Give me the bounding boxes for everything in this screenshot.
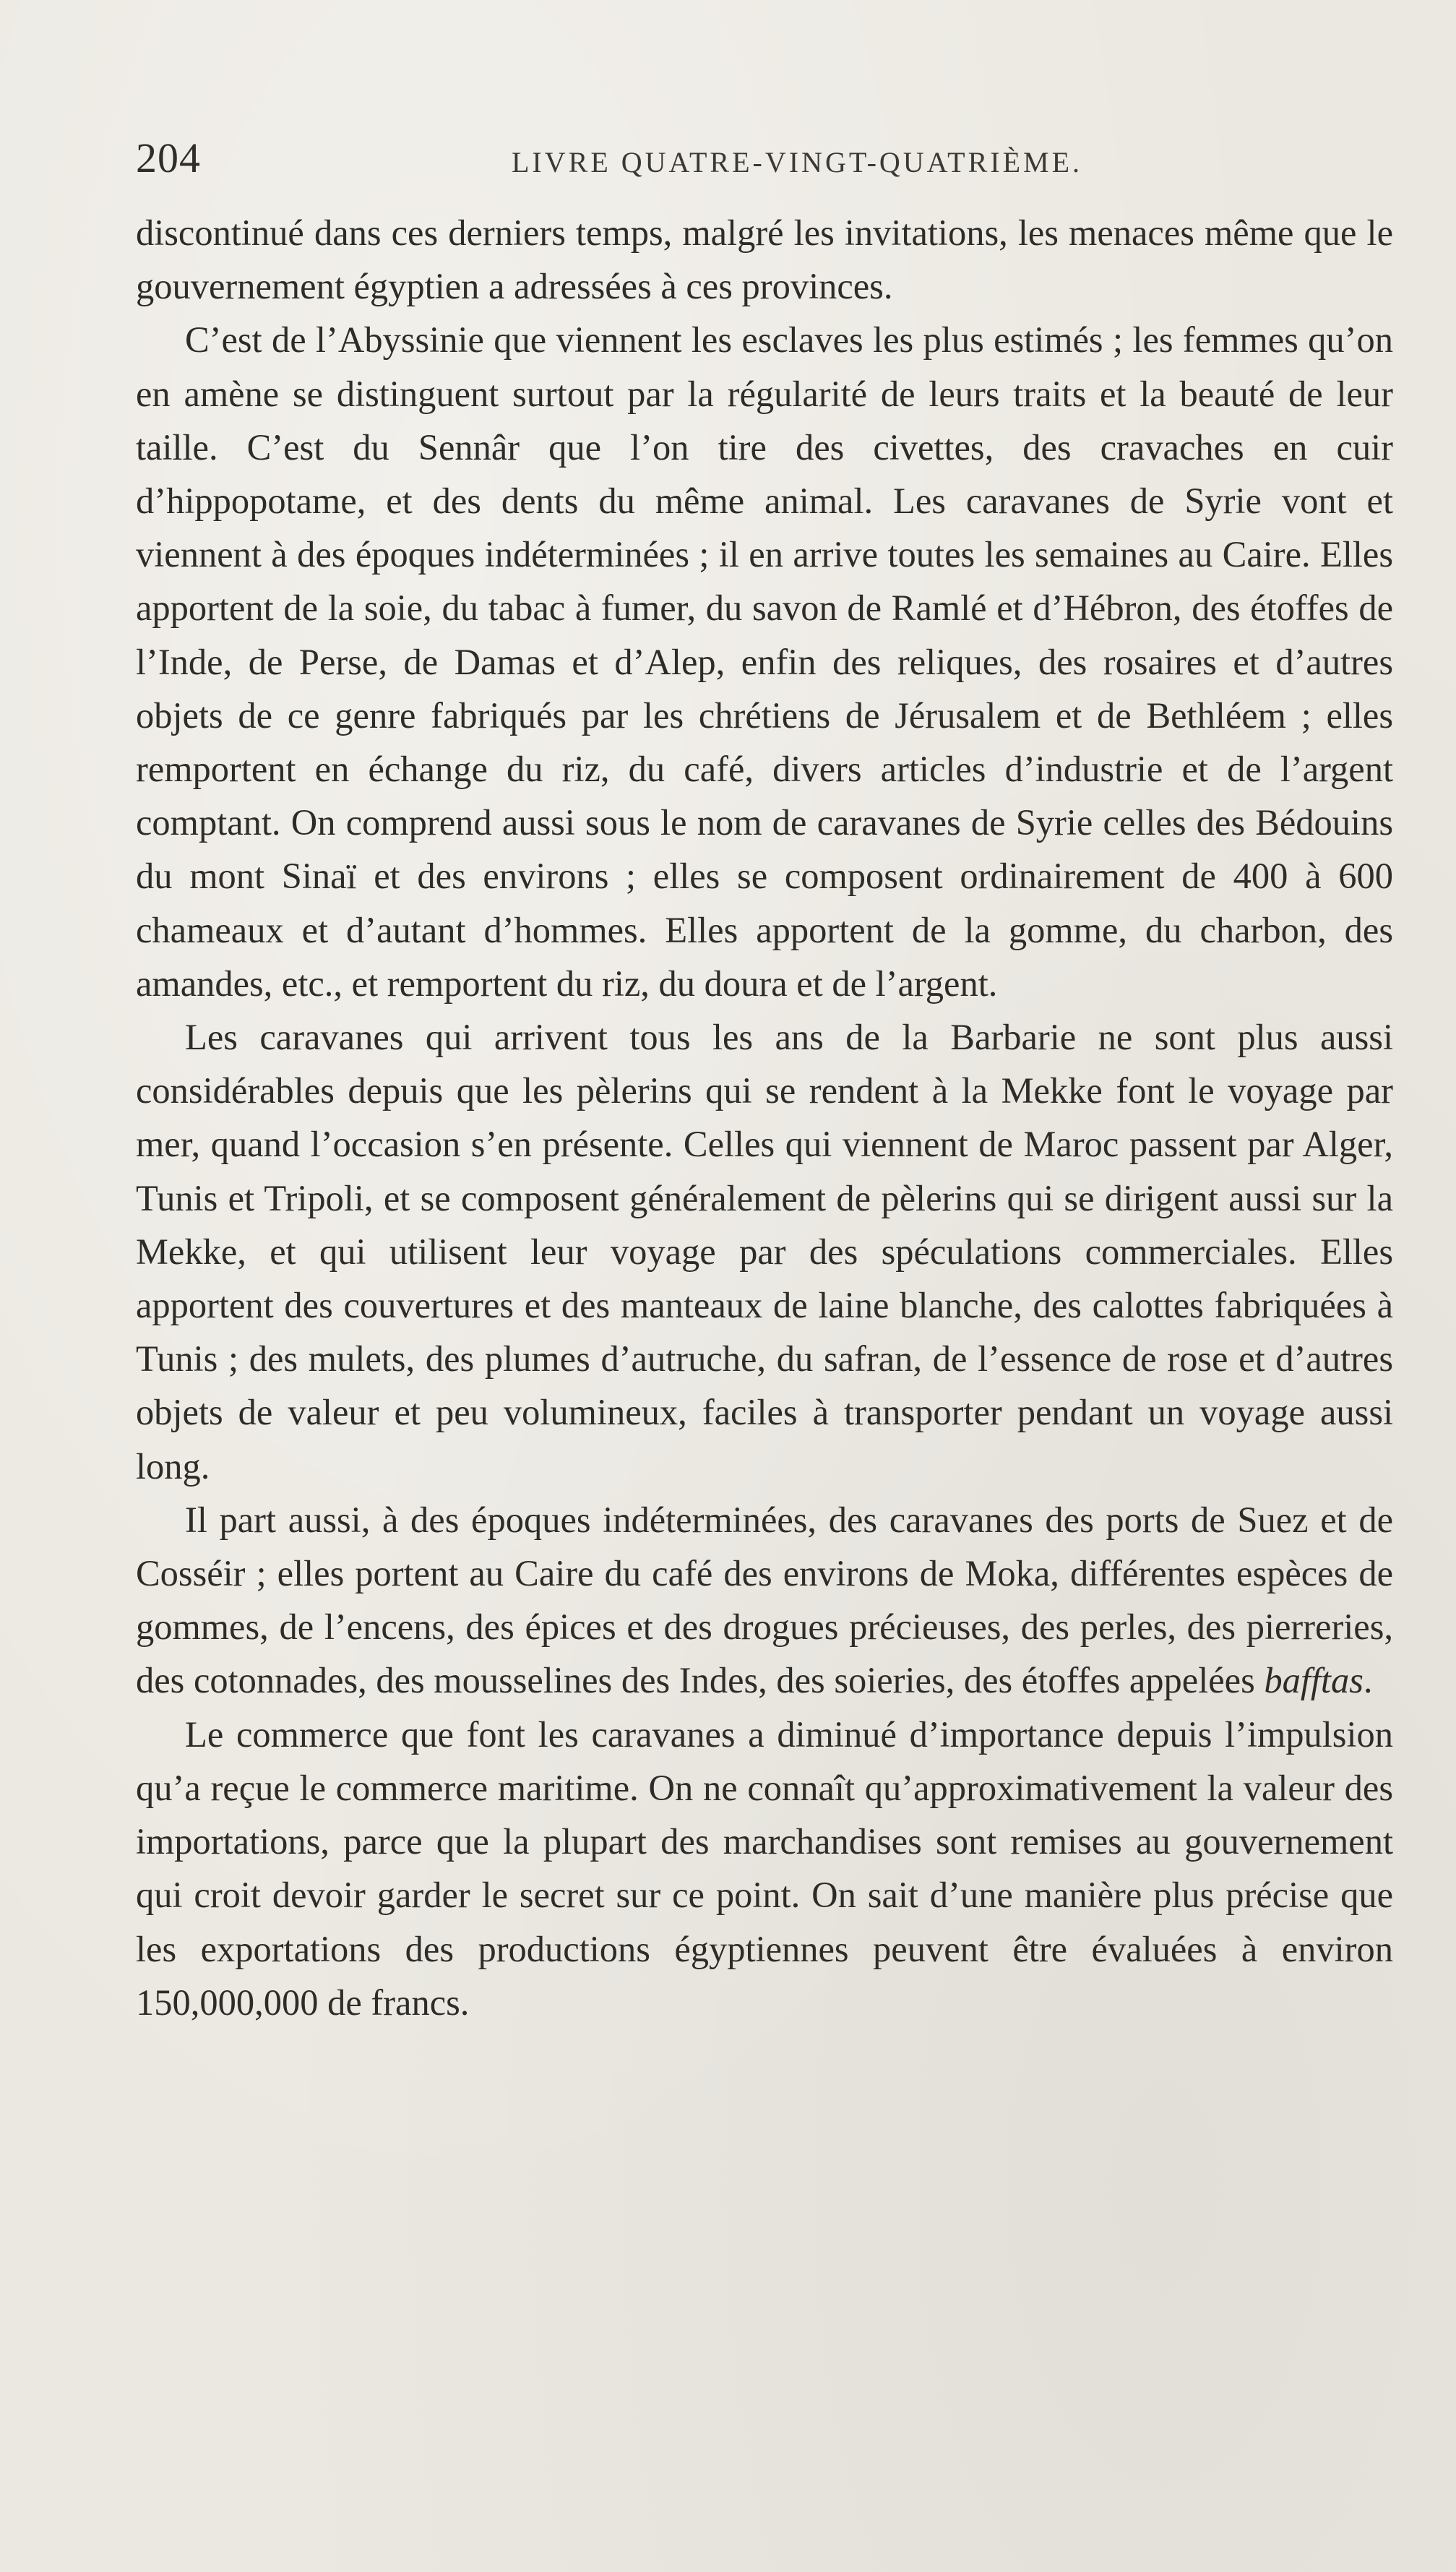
paragraph-2: C’est de l’Abyssinie que viennent les esclaves les plus estimés ; les femmes qu’on en amène se distinguent surtout par la régularité de leurs traits et la beauté de leur taille. C’est du Sennâr que l’on tire des civettes, des cravaches en cuir d’hippopotame, et des dents du même animal. Les caravanes de Syrie vont et viennent à des époques indéterminées ; il en arrive toutes les semaines au Caire. Elles apportent de la soie, du tabac à fumer, du savon de Ramlé et d’Hébron, des étoffes de l’Inde, de Perse, de Damas et d’Alep, enfin des reliques, des rosaires et d’autres objets de ce genre fabriqués par les chrétiens de Jérusalem et de Bethléem ; elles remportent en échange du riz, du café, divers articles d’industrie et de l’argent comptant. On comprend aussi sous le nom de caravanes de Syrie celles des Bédouins du mont Sinaï et des environs ; elles se composent ordinairement de 400 à 600 chameaux et d’autant d’hommes. Elles apportent de la gomme, du charbon, des amandes, etc., et remportent du riz, du doura et de l’argent.	[136, 319, 1393, 1004]
paragraph-4-end: .	[1363, 1660, 1373, 1701]
page-header	[136, 134, 1393, 184]
paragraph-5: Le commerce que font les caravanes a diminué d’importance depuis l’impulsion qu’a reçue le commerce maritime. On ne connaît qu’approximativement la valeur des importations, parce que la plupart des marchandises sont remises au gouvernement qui croit devoir garder le secret sur ce point. On sait d’une manière plus précise que les exportations des productions égyptiennes peuvent être évaluées à environ 150,000,000 de francs.	[136, 1713, 1393, 2023]
italic-term: bafftas	[1264, 1660, 1364, 1701]
paragraph-4	[136, 1493, 1393, 1708]
paragraph-3: Les caravanes qui arrivent tous les ans de la Barbarie ne sont plus aussi considérables depuis que les pèlerins qui se rendent à la Mekke font le voyage par mer, quand l’occasion s’en présente. Celles qui viennent de Maroc passent par Alger, Tunis et Tripoli, et se composent généralement de pèlerins qui se dirigent aussi sur la Mekke, et qui utilisent leur voyage par des spéculations commerciales. Elles apportent des couvertures et des manteaux de laine blanche, des calottes fabriquées à Tunis ; des mulets, des plumes d’autruche, du safran, de l’essence de rose et d’autres objets de valeur et peu volumineux, faciles à transporter pendant un voyage aussi long.	[136, 1017, 1393, 1487]
page-number: 204	[136, 134, 201, 181]
paragraph-1: discontinué dans ces derniers temps, malgré les invitations, les menaces même que le gouvernement égyptien a adressées à ces provinces.	[136, 212, 1393, 307]
paragraph-4-text: Il part aussi, à des époques indéterminées, des caravanes des ports de Suez et de Cosséir ; elles portent au Caire du café des environs de Moka, différentes espèces de gommes, de l’encens, des épices et des drogues précieuses, des perles, des pierreries, des cotonnades, des mousselines des Indes, des soieries, des étoffes appelées	[136, 1499, 1393, 1701]
running-head: LIVRE QUATRE-VINGT-QUATRIÈME.	[512, 146, 1083, 179]
body-text	[136, 206, 1393, 2029]
